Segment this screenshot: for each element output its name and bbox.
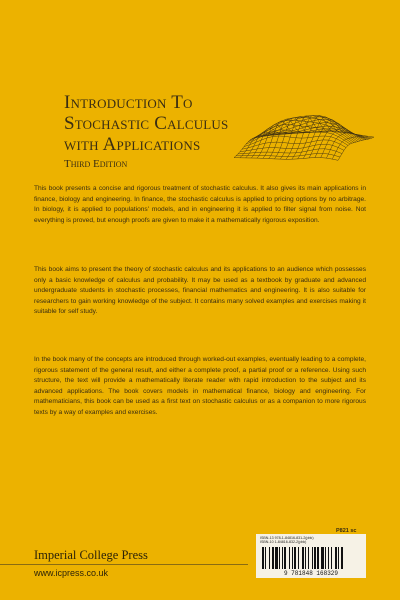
footer-divider xyxy=(0,564,248,565)
blurb-paragraph-3: In the book many of the concepts are introduced through worked-out examples, eventually leading to a complete, rigorous statement of the general result, and either a complete proof, a partial proof or a reference. Using such structure, the text will provide a mathematically literate reader with rapid introduction to the subject and its advanced applications. The book covers models in mathematical finance, biology and engineering. For mathematicians, this book can be used as a first text on stochastic calculus or as a companion to more rigorous texts by a way of examples and exercises. xyxy=(34,356,366,416)
title-line-3: with Applications xyxy=(64,134,201,155)
barcode xyxy=(262,547,360,569)
blurb-paragraph-2: This book aims to present the theory of stochastic calculus and its applications to an audience which possesses only a basic knowledge of calculus and probability. It may be used as a textbook by graduate and advanced undergraduate students in stochastic processes, financial mathematics and engineering. It is also suitable for researchers to gain working knowledge of the subject. It contains many solved examples and exercises making it suitable for self study. xyxy=(34,266,366,316)
publisher-website: www.icpress.co.uk xyxy=(34,568,109,578)
publisher-name: Imperial College Press xyxy=(34,548,148,562)
barcode-panel xyxy=(256,534,366,578)
stochastic-surface-illustration xyxy=(228,80,378,170)
barcode-number: 9 781848 168329 xyxy=(283,570,338,577)
isbn-text xyxy=(260,536,362,545)
title-line-1: Introduction To xyxy=(64,92,193,113)
blurb-paragraph-1: This book presents a concise and rigorous treatment of stochastic calculus. It also gives its main applications in finance, biology and engineering. In finance, the stochastic calculus is applied to pricing options by no arbitrage. In biology, it is applied to populations' models, and in engineering it is applied to filter signal from noise. Not everything is proved, but enough proofs are given to make it a mathematically rigorous exposition. xyxy=(34,185,366,224)
title-line-2: Stochastic Calculus xyxy=(64,113,229,134)
edition-label: Third Edition xyxy=(64,158,128,170)
isbn-10: ISBN-10 1-84816-832-2(pbk) xyxy=(260,540,307,545)
isbn-13: ISBN-13 978-1-84816-831-2(pbk) xyxy=(260,536,314,540)
product-code: P821 sc xyxy=(336,528,357,534)
